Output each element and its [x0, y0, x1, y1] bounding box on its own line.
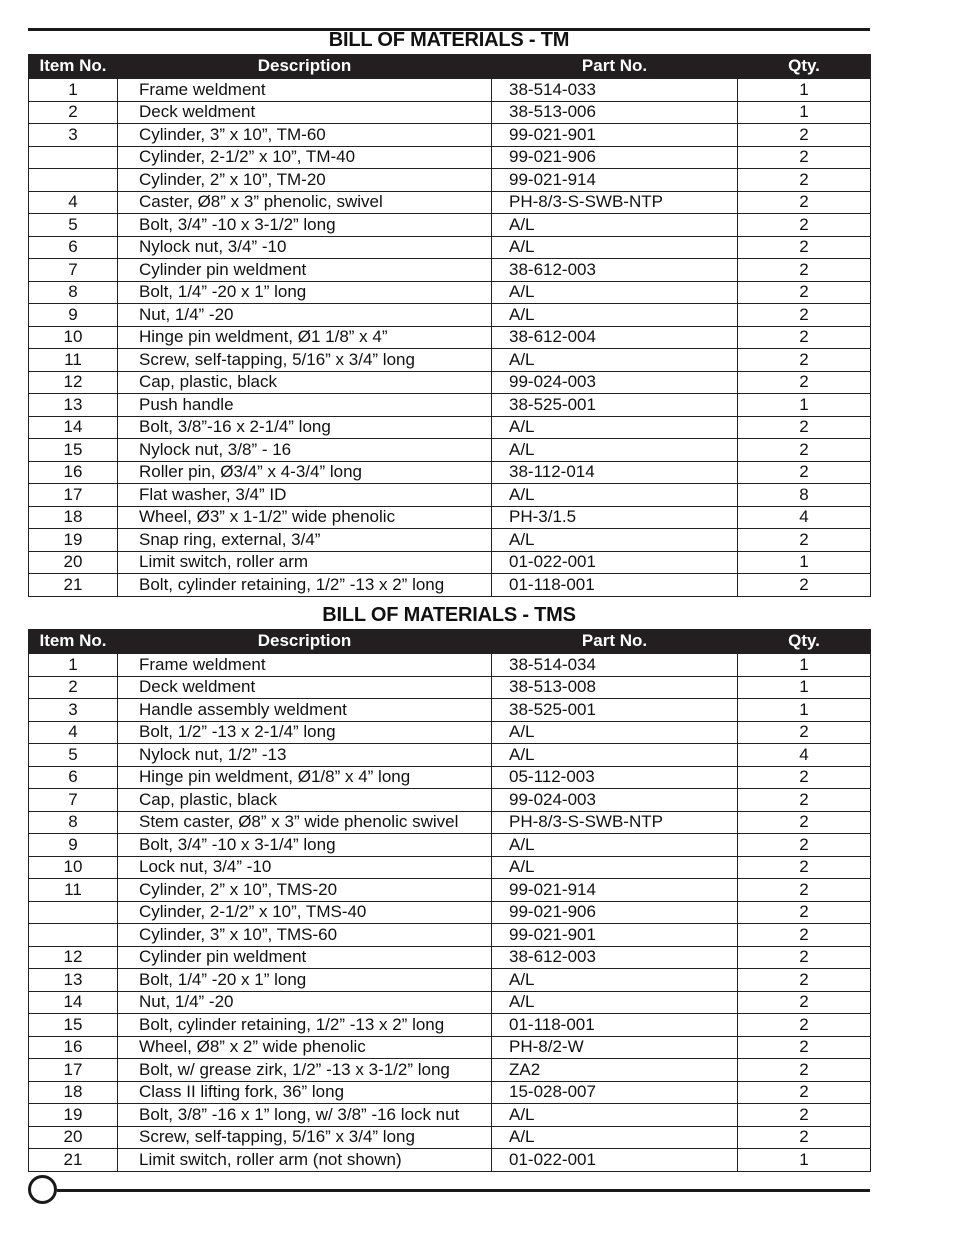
cell-qty: 2: [738, 169, 871, 192]
table-row: [29, 1036, 871, 1059]
table-row: [29, 1081, 871, 1104]
cell-qty: 4: [738, 744, 871, 767]
cell-qty: 1: [738, 1149, 871, 1172]
cell-qty: 2: [738, 349, 871, 372]
col-header-part: Part No.: [492, 629, 738, 654]
table-row: [29, 281, 871, 304]
cell-description: Cylinder, 2” x 10”, TMS-20: [118, 879, 492, 902]
table-row: [29, 146, 871, 169]
cell-item-no: 6: [29, 236, 118, 259]
table-row: [29, 924, 871, 947]
cell-item-no: 7: [29, 259, 118, 282]
col-header-description: Description: [118, 54, 492, 79]
cell-item-no: 7: [29, 789, 118, 812]
col-header-description: Description: [118, 629, 492, 654]
cell-description: Flat washer, 3/4” ID: [118, 484, 492, 507]
cell-part-no: 38-513-006: [492, 101, 738, 124]
cell-qty: 2: [738, 1126, 871, 1149]
cell-qty: 2: [738, 124, 871, 147]
cell-description: Screw, self-tapping, 5/16” x 3/4” long: [118, 1126, 492, 1149]
cell-qty: 2: [738, 529, 871, 552]
table-row: [29, 439, 871, 462]
cell-description: Bolt, 3/4” -10 x 3-1/4” long: [118, 834, 492, 857]
table-header-row: [29, 54, 871, 79]
cell-part-no: 38-612-003: [492, 946, 738, 969]
cell-description: Bolt, cylinder retaining, 1/2” -13 x 2” long: [118, 1014, 492, 1037]
cell-item-no: 1: [29, 79, 118, 102]
table-row: [29, 79, 871, 102]
table-row: [29, 969, 871, 992]
cell-item-no: 14: [29, 991, 118, 1014]
table-row: [29, 901, 871, 924]
cell-qty: 2: [738, 901, 871, 924]
cell-part-no: 15-028-007: [492, 1081, 738, 1104]
cell-description: Cylinder, 3” x 10”, TMS-60: [118, 924, 492, 947]
table-row: [29, 101, 871, 124]
bom-tms-section: [28, 603, 870, 1172]
cell-item-no: 4: [29, 721, 118, 744]
bom-tms-body: [29, 654, 871, 1172]
cell-part-no: 38-525-001: [492, 699, 738, 722]
cell-description: Class II lifting fork, 36” long: [118, 1081, 492, 1104]
table-row: [29, 304, 871, 327]
cell-qty: 1: [738, 79, 871, 102]
table-header-row: [29, 629, 871, 654]
cell-part-no: 99-021-914: [492, 169, 738, 192]
table-row: [29, 879, 871, 902]
cell-description: Cap, plastic, black: [118, 789, 492, 812]
cell-qty: 8: [738, 484, 871, 507]
cell-part-no: A/L: [492, 236, 738, 259]
cell-qty: 2: [738, 1036, 871, 1059]
cell-qty: 2: [738, 811, 871, 834]
cell-part-no: 99-021-906: [492, 146, 738, 169]
cell-description: Nylock nut, 1/2” -13: [118, 744, 492, 767]
table-row: [29, 169, 871, 192]
cell-part-no: PH-8/3-S-SWB-NTP: [492, 811, 738, 834]
bom-tm-table: [28, 54, 871, 597]
table-row: [29, 1059, 871, 1082]
cell-qty: 2: [738, 574, 871, 597]
cell-item-no: 3: [29, 124, 118, 147]
table-row: [29, 1104, 871, 1127]
cell-qty: 2: [738, 1104, 871, 1127]
table-row: [29, 834, 871, 857]
cell-item-no: 13: [29, 969, 118, 992]
cell-part-no: A/L: [492, 1104, 738, 1127]
cell-part-no: A/L: [492, 349, 738, 372]
cell-description: Bolt, 3/4” -10 x 3-1/2” long: [118, 214, 492, 237]
cell-part-no: A/L: [492, 721, 738, 744]
cell-item-no: 15: [29, 439, 118, 462]
cell-item-no: 11: [29, 349, 118, 372]
cell-description: Lock nut, 3/4” -10: [118, 856, 492, 879]
col-header-item: Item No.: [29, 629, 118, 654]
table-row: [29, 946, 871, 969]
cell-part-no: 99-021-901: [492, 924, 738, 947]
cell-part-no: 99-024-003: [492, 371, 738, 394]
cell-part-no: A/L: [492, 744, 738, 767]
cell-qty: 2: [738, 416, 871, 439]
cell-part-no: A/L: [492, 856, 738, 879]
col-header-item: Item No.: [29, 54, 118, 79]
cell-part-no: A/L: [492, 484, 738, 507]
table-row: [29, 991, 871, 1014]
cell-part-no: PH-3/1.5: [492, 506, 738, 529]
cell-qty: 1: [738, 551, 871, 574]
cell-description: Nut, 1/4” -20: [118, 991, 492, 1014]
cell-qty: 2: [738, 236, 871, 259]
cell-item-no: 21: [29, 574, 118, 597]
table-row: [29, 699, 871, 722]
cell-description: Bolt, 3/8” -16 x 1” long, w/ 3/8” -16 lock nut: [118, 1104, 492, 1127]
table-row: [29, 326, 871, 349]
cell-part-no: 38-612-004: [492, 326, 738, 349]
cell-item-no: 19: [29, 1104, 118, 1127]
cell-part-no: A/L: [492, 439, 738, 462]
table-row: [29, 506, 871, 529]
cell-description: Snap ring, external, 3/4”: [118, 529, 492, 552]
cell-part-no: 38-513-008: [492, 676, 738, 699]
cell-description: Bolt, w/ grease zirk, 1/2” -13 x 3-1/2” long: [118, 1059, 492, 1082]
cell-part-no: 99-021-901: [492, 124, 738, 147]
cell-description: Nylock nut, 3/4” -10: [118, 236, 492, 259]
table-row: [29, 856, 871, 879]
cell-qty: 1: [738, 654, 871, 677]
cell-description: Nut, 1/4” -20: [118, 304, 492, 327]
cell-item-no: 17: [29, 484, 118, 507]
cell-qty: 2: [738, 371, 871, 394]
cell-item-no: 20: [29, 551, 118, 574]
cell-description: Push handle: [118, 394, 492, 417]
cell-qty: 4: [738, 506, 871, 529]
bom-tm-body: [29, 79, 871, 597]
table-row: [29, 1014, 871, 1037]
cell-qty: 2: [738, 439, 871, 462]
cell-item-no: 5: [29, 744, 118, 767]
cell-item-no: [29, 146, 118, 169]
cell-description: Cylinder, 3” x 10”, TM-60: [118, 124, 492, 147]
cell-qty: 2: [738, 766, 871, 789]
cell-part-no: A/L: [492, 529, 738, 552]
cell-item-no: 14: [29, 416, 118, 439]
table-row: [29, 744, 871, 767]
cell-description: Deck weldment: [118, 676, 492, 699]
cell-item-no: 21: [29, 1149, 118, 1172]
table-row: [29, 461, 871, 484]
cell-item-no: 11: [29, 879, 118, 902]
cell-qty: 2: [738, 969, 871, 992]
cell-part-no: A/L: [492, 416, 738, 439]
cell-part-no: A/L: [492, 834, 738, 857]
cell-description: Limit switch, roller arm (not shown): [118, 1149, 492, 1172]
cell-part-no: A/L: [492, 991, 738, 1014]
cell-part-no: 38-525-001: [492, 394, 738, 417]
table-row: [29, 551, 871, 574]
cell-description: Limit switch, roller arm: [118, 551, 492, 574]
cell-description: Frame weldment: [118, 79, 492, 102]
cell-part-no: A/L: [492, 1126, 738, 1149]
cell-part-no: 99-021-906: [492, 901, 738, 924]
bom-tms-title: BILL OF MATERIALS - TMS: [322, 604, 576, 626]
bom-tm-section: [28, 28, 870, 597]
cell-description: Wheel, Ø3” x 1-1/2” wide phenolic: [118, 506, 492, 529]
table-row: [29, 529, 871, 552]
table-row: [29, 721, 871, 744]
table-row: [29, 349, 871, 372]
cell-part-no: A/L: [492, 304, 738, 327]
cell-description: Cylinder, 2” x 10”, TM-20: [118, 169, 492, 192]
cell-qty: 2: [738, 1059, 871, 1082]
cell-qty: 2: [738, 146, 871, 169]
col-header-qty: Qty.: [738, 54, 871, 79]
cell-description: Wheel, Ø8” x 2” wide phenolic: [118, 1036, 492, 1059]
cell-part-no: 01-118-001: [492, 1014, 738, 1037]
table-row: [29, 574, 871, 597]
cell-item-no: 20: [29, 1126, 118, 1149]
cell-part-no: 01-022-001: [492, 551, 738, 574]
cell-part-no: 38-612-003: [492, 259, 738, 282]
cell-description: Stem caster, Ø8” x 3” wide phenolic swivel: [118, 811, 492, 834]
bom-tm-title: BILL OF MATERIALS - TM: [328, 29, 570, 51]
cell-item-no: 4: [29, 191, 118, 214]
cell-description: Hinge pin weldment, Ø1/8” x 4” long: [118, 766, 492, 789]
cell-qty: 2: [738, 1014, 871, 1037]
cell-description: Cylinder, 2-1/2” x 10”, TM-40: [118, 146, 492, 169]
table-row: [29, 214, 871, 237]
cell-qty: 2: [738, 991, 871, 1014]
cell-description: Bolt, 1/2” -13 x 2-1/4” long: [118, 721, 492, 744]
cell-qty: 2: [738, 879, 871, 902]
cell-description: Hinge pin weldment, Ø1 1/8” x 4”: [118, 326, 492, 349]
table-row: [29, 1126, 871, 1149]
cell-item-no: [29, 901, 118, 924]
cell-part-no: PH-8/2-W: [492, 1036, 738, 1059]
table-row: [29, 394, 871, 417]
cell-item-no: 13: [29, 394, 118, 417]
cell-part-no: PH-8/3-S-SWB-NTP: [492, 191, 738, 214]
cell-description: Nylock nut, 3/8” - 16: [118, 439, 492, 462]
cell-item-no: 3: [29, 699, 118, 722]
cell-qty: 2: [738, 856, 871, 879]
cell-description: Cylinder pin weldment: [118, 946, 492, 969]
cell-qty: 1: [738, 101, 871, 124]
cell-item-no: [29, 169, 118, 192]
cell-part-no: 99-024-003: [492, 789, 738, 812]
table-row: [29, 416, 871, 439]
cell-description: Cap, plastic, black: [118, 371, 492, 394]
cell-qty: 2: [738, 259, 871, 282]
cell-qty: 2: [738, 721, 871, 744]
cell-item-no: 5: [29, 214, 118, 237]
table-row: [29, 811, 871, 834]
cell-qty: 1: [738, 699, 871, 722]
cell-qty: 2: [738, 924, 871, 947]
cell-part-no: 01-118-001: [492, 574, 738, 597]
cell-description: Screw, self-tapping, 5/16” x 3/4” long: [118, 349, 492, 372]
cell-item-no: 16: [29, 461, 118, 484]
page-number-circle: [28, 1175, 57, 1204]
table-row: [29, 766, 871, 789]
cell-part-no: 38-112-014: [492, 461, 738, 484]
cell-item-no: 17: [29, 1059, 118, 1082]
cell-description: Handle assembly weldment: [118, 699, 492, 722]
cell-qty: 2: [738, 1081, 871, 1104]
cell-item-no: 9: [29, 834, 118, 857]
table-row: [29, 124, 871, 147]
cell-description: Roller pin, Ø3/4” x 4-3/4” long: [118, 461, 492, 484]
cell-description: Caster, Ø8” x 3” phenolic, swivel: [118, 191, 492, 214]
cell-item-no: 1: [29, 654, 118, 677]
cell-qty: 2: [738, 789, 871, 812]
cell-part-no: ZA2: [492, 1059, 738, 1082]
cell-item-no: 18: [29, 1081, 118, 1104]
cell-qty: 2: [738, 191, 871, 214]
cell-description: Bolt, 3/8”-16 x 2-1/4” long: [118, 416, 492, 439]
cell-part-no: 99-021-914: [492, 879, 738, 902]
cell-item-no: 9: [29, 304, 118, 327]
cell-qty: 1: [738, 676, 871, 699]
cell-description: Cylinder, 2-1/2” x 10”, TMS-40: [118, 901, 492, 924]
cell-description: Bolt, 1/4” -20 x 1” long: [118, 969, 492, 992]
cell-part-no: A/L: [492, 969, 738, 992]
table-row: [29, 259, 871, 282]
cell-qty: 2: [738, 304, 871, 327]
table-row: [29, 676, 871, 699]
cell-qty: 2: [738, 281, 871, 304]
cell-qty: 2: [738, 946, 871, 969]
cell-qty: 2: [738, 834, 871, 857]
cell-part-no: 38-514-033: [492, 79, 738, 102]
cell-qty: 1: [738, 394, 871, 417]
cell-item-no: 18: [29, 506, 118, 529]
cell-part-no: 01-022-001: [492, 1149, 738, 1172]
cell-item-no: 10: [29, 326, 118, 349]
cell-part-no: A/L: [492, 214, 738, 237]
cell-part-no: 05-112-003: [492, 766, 738, 789]
cell-item-no: 2: [29, 676, 118, 699]
table-row: [29, 654, 871, 677]
table-row: [29, 1149, 871, 1172]
cell-item-no: 12: [29, 371, 118, 394]
cell-part-no: A/L: [492, 281, 738, 304]
bom-tms-table: [28, 629, 871, 1172]
col-header-part: Part No.: [492, 54, 738, 79]
table-row: [29, 789, 871, 812]
cell-description: Frame weldment: [118, 654, 492, 677]
table-row: [29, 484, 871, 507]
bottom-rule: [57, 1189, 870, 1192]
cell-item-no: 19: [29, 529, 118, 552]
cell-item-no: 2: [29, 101, 118, 124]
cell-item-no: 10: [29, 856, 118, 879]
table-row: [29, 191, 871, 214]
table-row: [29, 236, 871, 259]
cell-item-no: 15: [29, 1014, 118, 1037]
cell-qty: 2: [738, 461, 871, 484]
cell-item-no: 12: [29, 946, 118, 969]
cell-item-no: 6: [29, 766, 118, 789]
table-row: [29, 371, 871, 394]
col-header-qty: Qty.: [738, 629, 871, 654]
cell-item-no: 8: [29, 811, 118, 834]
cell-item-no: 16: [29, 1036, 118, 1059]
cell-description: Bolt, cylinder retaining, 1/2” -13 x 2” long: [118, 574, 492, 597]
cell-part-no: 38-514-034: [492, 654, 738, 677]
cell-description: Deck weldment: [118, 101, 492, 124]
cell-description: Cylinder pin weldment: [118, 259, 492, 282]
cell-item-no: 8: [29, 281, 118, 304]
cell-item-no: [29, 924, 118, 947]
cell-qty: 2: [738, 214, 871, 237]
cell-description: Bolt, 1/4” -20 x 1” long: [118, 281, 492, 304]
cell-qty: 2: [738, 326, 871, 349]
